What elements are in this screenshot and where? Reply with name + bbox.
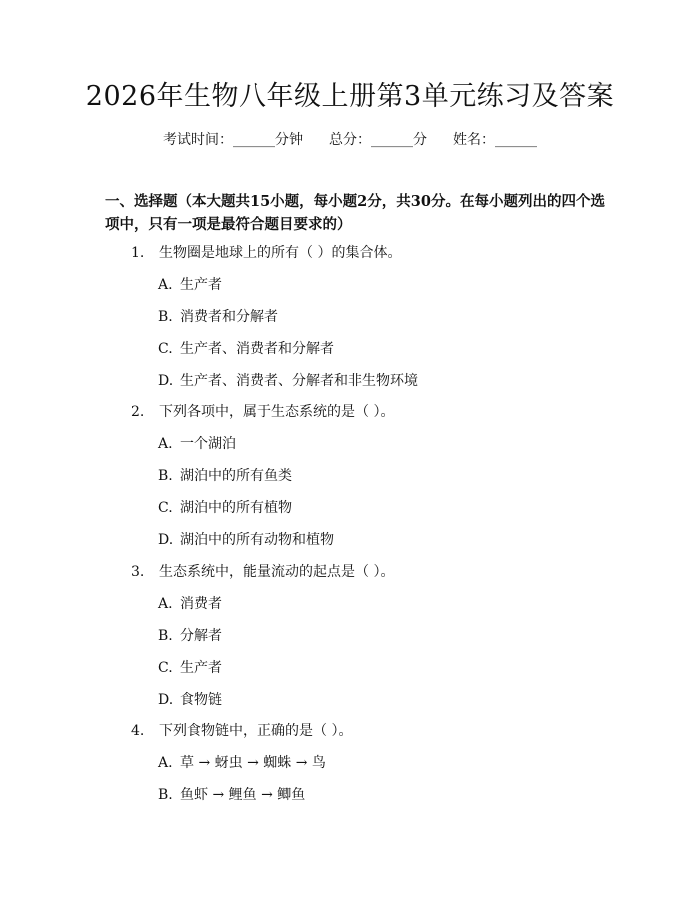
option-letter: A. xyxy=(158,755,173,771)
question-2-option-b xyxy=(158,466,292,486)
option-text: 食物链 xyxy=(180,692,222,708)
option-text: 湖泊中的所有鱼类 xyxy=(180,468,292,484)
section-heading: 一、选择题（本大题共15小题，每小题2分，共30分。在每小题列出的四个选项中，只有一项是最符合题目要求的） xyxy=(105,193,605,233)
question-2 xyxy=(131,402,394,422)
question-4 xyxy=(131,721,352,741)
option-text: 生产者、消费者和分解者 xyxy=(180,341,334,357)
question-3-option-b xyxy=(158,626,222,646)
question-1-option-b xyxy=(158,307,278,327)
option-letter: B. xyxy=(158,309,173,325)
question-number: 4. xyxy=(131,723,145,739)
exam-meta xyxy=(0,130,700,150)
option-text: 生产者 xyxy=(180,277,222,293)
option-letter: B. xyxy=(158,628,173,644)
total-score-field: 总分：______分 xyxy=(329,132,427,148)
exam-time-field: 考试时间：______分钟 xyxy=(163,132,303,148)
option-text: 消费者和分解者 xyxy=(180,309,278,325)
option-letter: A. xyxy=(158,436,173,452)
option-text: 生产者 xyxy=(180,660,222,676)
question-text: 下列食物链中，正确的是（ ）。 xyxy=(159,723,353,739)
option-text: 鱼虾 → 鲤鱼 → 鲫鱼 xyxy=(180,787,306,803)
question-number: 2. xyxy=(131,404,145,420)
option-letter: C. xyxy=(158,341,173,357)
question-1-option-c xyxy=(158,339,334,359)
question-1-option-a xyxy=(158,275,222,295)
question-4-option-a xyxy=(158,753,326,773)
question-2-option-d xyxy=(158,530,334,550)
student-name-field: 姓名：______ xyxy=(453,132,537,148)
option-letter: B. xyxy=(158,468,173,484)
question-3-option-d xyxy=(158,690,222,710)
question-4-option-b xyxy=(158,785,305,805)
question-1 xyxy=(131,243,401,263)
question-number: 1. xyxy=(131,245,145,261)
question-number: 3. xyxy=(131,564,145,580)
option-letter: A. xyxy=(158,596,173,612)
option-text: 湖泊中的所有动物和植物 xyxy=(180,532,334,548)
page-title: 2026年生物八年级上册第3单元练习及答案 xyxy=(85,81,615,112)
option-text: 一个湖泊 xyxy=(180,436,236,452)
question-1-option-d xyxy=(158,371,418,391)
option-text: 消费者 xyxy=(180,596,222,612)
question-text: 生态系统中，能量流动的起点是（ ）。 xyxy=(159,564,395,580)
question-text: 生物圈是地球上的所有（ ）的集合体。 xyxy=(159,245,402,261)
option-letter: C. xyxy=(158,660,173,676)
question-text: 下列各项中，属于生态系统的是（ ）。 xyxy=(159,404,395,420)
question-2-option-a xyxy=(158,434,236,454)
option-letter: C. xyxy=(158,500,173,516)
question-2-option-c xyxy=(158,498,292,518)
option-letter: D. xyxy=(158,692,174,708)
option-letter: A. xyxy=(158,277,173,293)
option-text: 生产者、消费者、分解者和非生物环境 xyxy=(180,373,418,389)
option-text: 分解者 xyxy=(180,628,222,644)
option-letter: B. xyxy=(158,787,173,803)
option-letter: D. xyxy=(158,373,174,389)
option-text: 湖泊中的所有植物 xyxy=(180,500,292,516)
question-3-option-a xyxy=(158,594,222,614)
question-3-option-c xyxy=(158,658,222,678)
question-3 xyxy=(131,562,394,582)
option-letter: D. xyxy=(158,532,174,548)
option-text: 草 → 蚜虫 → 蜘蛛 → 鸟 xyxy=(180,755,326,771)
